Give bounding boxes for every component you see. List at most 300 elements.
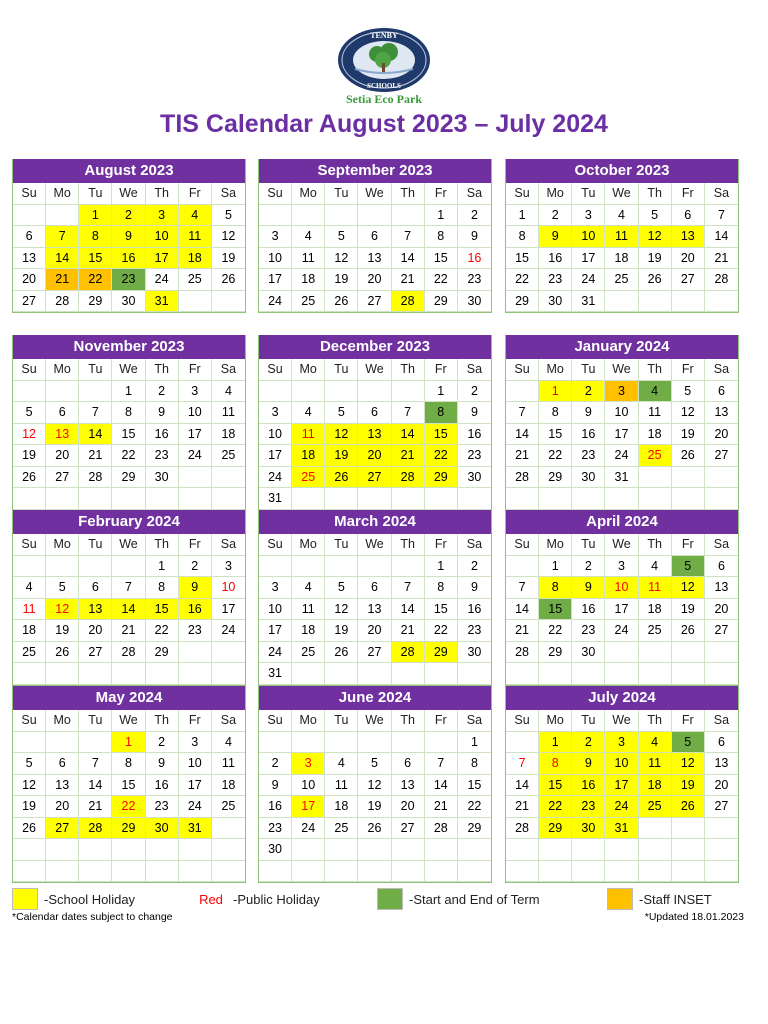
month-title: November 2023 <box>13 335 245 359</box>
day-cell: 12 <box>13 775 46 797</box>
day-cell: 28 <box>506 818 539 840</box>
day-cell: 30 <box>146 818 179 840</box>
month-title: September 2023 <box>259 159 491 183</box>
empty-cell <box>392 488 425 510</box>
weekday-label: Sa <box>458 359 491 381</box>
weekday-label: Su <box>506 710 539 732</box>
empty-cell <box>179 861 212 883</box>
day-cell: 3 <box>292 753 325 775</box>
day-cell: 27 <box>705 796 738 818</box>
day-cell: 19 <box>639 248 672 270</box>
empty-cell <box>325 732 358 754</box>
day-cell: 13 <box>705 402 738 424</box>
day-cell: 1 <box>539 381 572 403</box>
weekday-label: Th <box>639 183 672 205</box>
empty-cell <box>212 488 245 510</box>
day-cell: 11 <box>212 753 245 775</box>
empty-cell <box>13 861 46 883</box>
day-cell: 18 <box>605 248 638 270</box>
day-cell: 24 <box>259 291 292 313</box>
day-cell: 29 <box>112 467 145 489</box>
day-cell: 9 <box>259 775 292 797</box>
day-cell: 30 <box>146 467 179 489</box>
day-cell: 15 <box>79 248 112 270</box>
day-cell: 16 <box>458 599 491 621</box>
day-cell: 22 <box>539 620 572 642</box>
day-cell: 23 <box>146 796 179 818</box>
month-april-2024 <box>505 510 739 686</box>
empty-cell <box>179 839 212 861</box>
empty-cell <box>705 839 738 861</box>
day-cell: 30 <box>572 467 605 489</box>
weekday-label: Tu <box>572 710 605 732</box>
day-cell: 26 <box>325 291 358 313</box>
day-cell: 25 <box>212 445 245 467</box>
month-days-grid <box>13 359 245 510</box>
weekday-label: Fr <box>672 534 705 556</box>
day-cell: 5 <box>358 753 391 775</box>
weekday-label: Su <box>506 534 539 556</box>
day-cell: 3 <box>259 226 292 248</box>
day-cell: 24 <box>179 445 212 467</box>
empty-cell <box>146 488 179 510</box>
day-cell: 26 <box>325 467 358 489</box>
day-cell: 21 <box>392 269 425 291</box>
day-cell: 18 <box>212 424 245 446</box>
day-cell: 26 <box>672 620 705 642</box>
weekday-label: Sa <box>212 183 245 205</box>
day-cell: 19 <box>212 248 245 270</box>
day-cell: 12 <box>212 226 245 248</box>
day-cell: 20 <box>672 248 705 270</box>
day-cell: 2 <box>259 753 292 775</box>
day-cell: 26 <box>46 642 79 664</box>
day-cell: 17 <box>572 248 605 270</box>
day-cell: 28 <box>79 467 112 489</box>
day-cell: 11 <box>212 402 245 424</box>
empty-cell <box>212 467 245 489</box>
day-cell: 25 <box>292 291 325 313</box>
day-cell: 9 <box>572 753 605 775</box>
day-cell: 26 <box>13 467 46 489</box>
day-cell: 25 <box>13 642 46 664</box>
weekday-label: We <box>605 359 638 381</box>
month-days-grid <box>259 534 491 685</box>
empty-cell <box>325 861 358 883</box>
day-cell: 31 <box>179 818 212 840</box>
day-cell: 25 <box>325 818 358 840</box>
empty-cell <box>112 839 145 861</box>
weekday-label: We <box>112 183 145 205</box>
day-cell: 11 <box>605 226 638 248</box>
month-august-2023 <box>12 159 246 313</box>
day-cell: 23 <box>179 620 212 642</box>
day-cell: 4 <box>292 577 325 599</box>
day-cell: 19 <box>358 796 391 818</box>
empty-cell <box>705 488 738 510</box>
empty-cell <box>358 663 391 685</box>
empty-cell <box>79 556 112 578</box>
day-cell: 5 <box>325 402 358 424</box>
day-cell: 2 <box>146 381 179 403</box>
weekday-label: Fr <box>672 710 705 732</box>
empty-cell <box>46 488 79 510</box>
weekday-label: Sa <box>212 710 245 732</box>
day-cell: 1 <box>539 732 572 754</box>
weekday-label: Sa <box>705 359 738 381</box>
empty-cell <box>392 839 425 861</box>
empty-cell <box>392 732 425 754</box>
empty-cell <box>639 663 672 685</box>
day-cell: 15 <box>539 599 572 621</box>
day-cell: 29 <box>112 818 145 840</box>
day-cell: 12 <box>46 599 79 621</box>
month-days-grid <box>13 183 245 312</box>
empty-cell <box>672 291 705 313</box>
day-cell: 24 <box>605 796 638 818</box>
day-cell: 23 <box>572 796 605 818</box>
day-cell: 13 <box>392 775 425 797</box>
weekday-label: We <box>605 710 638 732</box>
day-cell: 4 <box>179 205 212 227</box>
day-cell: 22 <box>539 445 572 467</box>
legend-school-holiday <box>12 888 135 910</box>
empty-cell <box>259 381 292 403</box>
day-cell: 13 <box>46 424 79 446</box>
day-cell: 20 <box>358 445 391 467</box>
weekday-label: Mo <box>539 359 572 381</box>
day-cell: 17 <box>605 424 638 446</box>
empty-cell <box>179 642 212 664</box>
day-cell: 27 <box>46 467 79 489</box>
empty-cell <box>112 556 145 578</box>
day-cell: 15 <box>506 248 539 270</box>
day-cell: 15 <box>112 424 145 446</box>
day-cell: 30 <box>259 839 292 861</box>
empty-cell <box>212 291 245 313</box>
day-cell: 15 <box>539 775 572 797</box>
day-cell: 5 <box>325 226 358 248</box>
weekday-label: Mo <box>539 710 572 732</box>
weekday-label: Fr <box>179 183 212 205</box>
legend-staff-inset-label: -Staff INSET <box>639 891 712 907</box>
day-cell: 16 <box>146 424 179 446</box>
day-cell: 6 <box>392 753 425 775</box>
month-title: June 2024 <box>259 686 491 710</box>
day-cell: 29 <box>506 291 539 313</box>
empty-cell <box>79 488 112 510</box>
day-cell: 22 <box>146 620 179 642</box>
weekday-label: Th <box>392 183 425 205</box>
day-cell: 21 <box>112 620 145 642</box>
day-cell: 29 <box>425 291 458 313</box>
day-cell: 11 <box>292 599 325 621</box>
day-cell: 3 <box>259 577 292 599</box>
empty-cell <box>325 488 358 510</box>
day-cell: 30 <box>458 291 491 313</box>
month-days-grid <box>506 183 738 312</box>
empty-cell <box>259 556 292 578</box>
empty-cell <box>705 663 738 685</box>
day-cell: 18 <box>179 248 212 270</box>
day-cell: 28 <box>506 642 539 664</box>
day-cell: 28 <box>392 291 425 313</box>
day-cell: 4 <box>639 381 672 403</box>
day-cell: 6 <box>705 381 738 403</box>
day-cell: 3 <box>605 381 638 403</box>
day-cell: 24 <box>212 620 245 642</box>
empty-cell <box>458 663 491 685</box>
day-cell: 10 <box>179 753 212 775</box>
month-march-2024 <box>258 510 492 686</box>
month-december-2023 <box>258 335 492 511</box>
day-cell: 1 <box>506 205 539 227</box>
empty-cell <box>13 205 46 227</box>
day-cell: 2 <box>539 205 572 227</box>
day-cell: 8 <box>425 226 458 248</box>
empty-cell <box>506 663 539 685</box>
day-cell: 1 <box>458 732 491 754</box>
weekday-label: We <box>358 710 391 732</box>
day-cell: 25 <box>605 269 638 291</box>
day-cell: 23 <box>458 445 491 467</box>
day-cell: 9 <box>539 226 572 248</box>
empty-cell <box>13 839 46 861</box>
day-cell: 25 <box>212 796 245 818</box>
empty-cell <box>506 381 539 403</box>
day-cell: 14 <box>392 248 425 270</box>
weekday-label: Mo <box>539 183 572 205</box>
weekday-label: We <box>358 183 391 205</box>
day-cell: 20 <box>358 620 391 642</box>
day-cell: 9 <box>572 402 605 424</box>
day-cell: 27 <box>705 620 738 642</box>
empty-cell <box>358 861 391 883</box>
day-cell: 8 <box>539 402 572 424</box>
day-cell: 18 <box>639 775 672 797</box>
empty-cell <box>13 556 46 578</box>
empty-cell <box>46 839 79 861</box>
day-cell: 20 <box>705 775 738 797</box>
empty-cell <box>392 556 425 578</box>
weekday-label: Sa <box>212 534 245 556</box>
weekday-label: Tu <box>325 359 358 381</box>
empty-cell <box>639 861 672 883</box>
campus-name: Setia Eco Park <box>346 92 422 106</box>
empty-cell <box>572 663 605 685</box>
day-cell: 6 <box>46 402 79 424</box>
legend-staff-inset <box>607 888 712 910</box>
staff-inset-swatch <box>607 888 633 910</box>
day-cell: 4 <box>13 577 46 599</box>
day-cell: 30 <box>458 642 491 664</box>
empty-cell <box>212 818 245 840</box>
day-cell: 8 <box>458 753 491 775</box>
empty-cell <box>639 642 672 664</box>
day-cell: 7 <box>392 402 425 424</box>
empty-cell <box>705 291 738 313</box>
month-title: April 2024 <box>506 510 738 534</box>
empty-cell <box>605 839 638 861</box>
empty-cell <box>639 818 672 840</box>
empty-cell <box>672 861 705 883</box>
day-cell: 22 <box>112 796 145 818</box>
day-cell: 28 <box>112 642 145 664</box>
empty-cell <box>179 291 212 313</box>
weekday-label: Th <box>392 359 425 381</box>
empty-cell <box>539 839 572 861</box>
day-cell: 11 <box>639 753 672 775</box>
day-cell: 14 <box>506 775 539 797</box>
day-cell: 23 <box>572 445 605 467</box>
day-cell: 10 <box>212 577 245 599</box>
month-title: March 2024 <box>259 510 491 534</box>
weekday-label: Mo <box>46 534 79 556</box>
empty-cell <box>146 861 179 883</box>
empty-cell <box>292 381 325 403</box>
legend-term-label: -Start and End of Term <box>409 891 540 907</box>
day-cell: 13 <box>705 577 738 599</box>
day-cell: 14 <box>705 226 738 248</box>
day-cell: 7 <box>425 753 458 775</box>
weekday-label: Th <box>639 710 672 732</box>
day-cell: 8 <box>146 577 179 599</box>
day-cell: 12 <box>325 248 358 270</box>
empty-cell <box>425 839 458 861</box>
empty-cell <box>13 732 46 754</box>
day-cell: 31 <box>259 663 292 685</box>
empty-cell <box>358 381 391 403</box>
weekday-label: Su <box>259 534 292 556</box>
day-cell: 27 <box>705 445 738 467</box>
day-cell: 11 <box>13 599 46 621</box>
empty-cell <box>506 488 539 510</box>
day-cell: 19 <box>46 620 79 642</box>
day-cell: 7 <box>79 753 112 775</box>
day-cell: 22 <box>425 445 458 467</box>
day-cell: 6 <box>79 577 112 599</box>
day-cell: 4 <box>325 753 358 775</box>
month-june-2024 <box>258 686 492 883</box>
empty-cell <box>46 556 79 578</box>
day-cell: 26 <box>13 818 46 840</box>
day-cell: 9 <box>458 226 491 248</box>
weekday-label: Tu <box>79 710 112 732</box>
weekday-label: Th <box>146 359 179 381</box>
empty-cell <box>112 488 145 510</box>
empty-cell <box>179 488 212 510</box>
day-cell: 10 <box>572 226 605 248</box>
empty-cell <box>639 839 672 861</box>
day-cell: 6 <box>358 577 391 599</box>
empty-cell <box>458 839 491 861</box>
weekday-label: Tu <box>572 183 605 205</box>
day-cell: 15 <box>425 424 458 446</box>
day-cell: 30 <box>572 818 605 840</box>
empty-cell <box>605 291 638 313</box>
day-cell: 23 <box>259 818 292 840</box>
day-cell: 30 <box>572 642 605 664</box>
month-title: February 2024 <box>13 510 245 534</box>
day-cell: 26 <box>212 269 245 291</box>
day-cell: 3 <box>179 732 212 754</box>
empty-cell <box>358 732 391 754</box>
weekday-label: Mo <box>46 359 79 381</box>
weekday-label: Su <box>506 359 539 381</box>
day-cell: 1 <box>425 556 458 578</box>
day-cell: 14 <box>392 599 425 621</box>
weekday-label: Su <box>259 359 292 381</box>
weekday-label: Fr <box>425 183 458 205</box>
day-cell: 19 <box>672 775 705 797</box>
day-cell: 12 <box>325 424 358 446</box>
day-cell: 19 <box>325 445 358 467</box>
day-cell: 31 <box>259 488 292 510</box>
day-cell: 13 <box>358 424 391 446</box>
day-cell: 13 <box>672 226 705 248</box>
day-cell: 30 <box>458 467 491 489</box>
weekday-label: Sa <box>458 710 491 732</box>
day-cell: 21 <box>705 248 738 270</box>
day-cell: 25 <box>639 620 672 642</box>
day-cell: 4 <box>212 732 245 754</box>
empty-cell <box>79 663 112 685</box>
empty-cell <box>325 839 358 861</box>
day-cell: 31 <box>146 291 179 313</box>
weekday-label: We <box>605 183 638 205</box>
day-cell: 13 <box>46 775 79 797</box>
month-days-grid <box>13 534 245 685</box>
day-cell: 26 <box>358 818 391 840</box>
day-cell: 17 <box>179 424 212 446</box>
day-cell: 4 <box>639 732 672 754</box>
empty-cell <box>358 839 391 861</box>
weekday-label: Tu <box>572 534 605 556</box>
weekday-label: Th <box>639 359 672 381</box>
empty-cell <box>539 861 572 883</box>
day-cell: 2 <box>458 205 491 227</box>
day-cell: 18 <box>292 620 325 642</box>
empty-cell <box>639 488 672 510</box>
day-cell: 10 <box>259 248 292 270</box>
day-cell: 15 <box>425 599 458 621</box>
day-cell: 3 <box>212 556 245 578</box>
empty-cell <box>179 663 212 685</box>
day-cell: 7 <box>392 226 425 248</box>
day-cell: 7 <box>506 402 539 424</box>
month-title: January 2024 <box>506 335 738 359</box>
month-days-grid <box>506 359 738 510</box>
day-cell: 23 <box>112 269 145 291</box>
day-cell: 7 <box>392 577 425 599</box>
day-cell: 13 <box>79 599 112 621</box>
empty-cell <box>705 818 738 840</box>
weekday-label: Tu <box>79 183 112 205</box>
day-cell: 14 <box>112 599 145 621</box>
day-cell: 28 <box>425 818 458 840</box>
empty-cell <box>672 642 705 664</box>
month-october-2023 <box>505 159 739 313</box>
empty-cell <box>705 642 738 664</box>
day-cell: 19 <box>13 796 46 818</box>
empty-cell <box>506 839 539 861</box>
day-cell: 8 <box>112 753 145 775</box>
day-cell: 13 <box>358 599 391 621</box>
month-days-grid <box>506 534 738 685</box>
empty-cell <box>46 663 79 685</box>
day-cell: 12 <box>672 402 705 424</box>
day-cell: 9 <box>146 402 179 424</box>
